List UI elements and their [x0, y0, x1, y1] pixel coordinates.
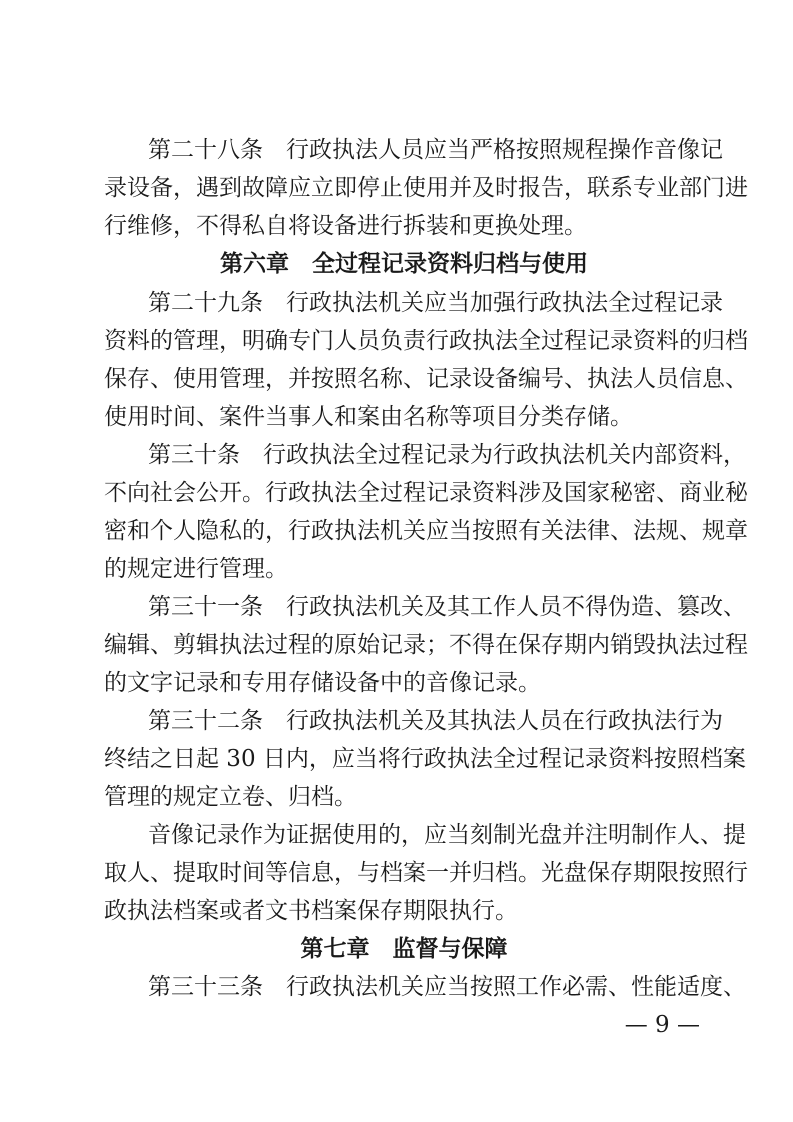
body-text-line: 管理的规定立卷、归档。 [104, 784, 357, 810]
body-text-line: 编辑、剪辑执法过程的原始记录；不得在保存期内销毁执法过程 [104, 632, 748, 658]
body-text-line: 政执法档案或者文书档案保存期限执行。 [104, 898, 518, 924]
body-text-line: 使用时间、案件当事人和案由名称等项目分类存储。 [104, 404, 633, 430]
body-text-line: 取人、提取时间等信息，与档案一并归档。光盘保存期限按照行 [104, 860, 748, 886]
body-text-line: 第三十一条 行政执法机关及其工作人员不得伪造、篡改、 [148, 594, 746, 620]
page-number: — 9 — [624, 1012, 700, 1038]
body-text-line: 第二十九条 行政执法机关应当加强行政执法全过程记录 [148, 290, 723, 316]
chapter-heading: 第七章 监督与保障 [300, 935, 508, 962]
body-text-line: 资料的管理，明确专门人员负责行政执法全过程记录资料的归档 [104, 328, 748, 354]
body-text-line: 录设备，遇到故障应立即停止使用并及时报告，联系专业部门进 [104, 175, 748, 201]
body-text-line: 密和个人隐私的，行政执法机关应当按照有关法律、法规、规章 [104, 518, 748, 544]
body-text-line: 不向社会公开。行政执法全过程记录资料涉及国家秘密、商业秘 [104, 480, 748, 506]
body-text-line: 的规定进行管理。 [104, 556, 288, 582]
body-text-line: 第二十八条 行政执法人员应当严格按照规程操作音像记 [148, 137, 723, 163]
body-text-line: 第三十二条 行政执法机关及其执法人员在行政执法行为 [148, 708, 723, 734]
body-text-line: 第三十三条 行政执法机关应当按照工作必需、性能适度、 [148, 974, 746, 1000]
body-text-line: 第三十条 行政执法全过程记录为行政执法机关内部资料， [148, 442, 746, 468]
body-text-line: 行维修，不得私自将设备进行拆装和更换处理。 [104, 213, 587, 239]
body-text-line: 音像记录作为证据使用的，应当刻制光盘并注明制作人、提 [148, 822, 746, 848]
chapter-heading: 第六章 全过程记录资料归档与使用 [220, 250, 588, 277]
body-text-line: 保存、使用管理，并按照名称、记录设备编号、执法人员信息、 [104, 366, 748, 392]
body-text-line: 的文字记录和专用存储设备中的音像记录。 [104, 670, 541, 696]
body-text-line: 终结之日起 30 日内，应当将行政执法全过程记录资料按照档案 [104, 746, 746, 772]
